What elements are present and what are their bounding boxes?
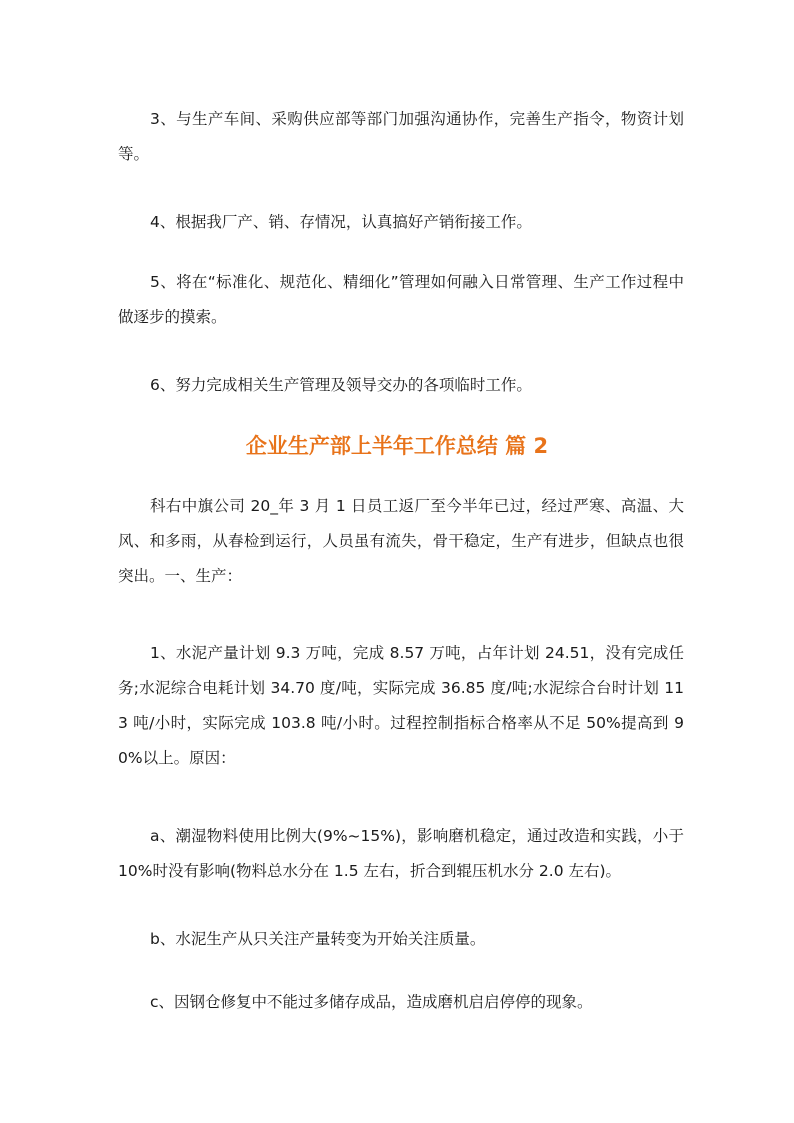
paragraph-reason-a: a、潮湿物料使用比例大(9%~15%)，影响磨机稳定，通过改造和实践，小于 10%时没有影响(物料总水分在 1.5 左右，折合到辊压机水分 2.0 左右)。 [118, 827, 684, 880]
paragraph-production-1: 1、水泥产量计划 9.3 万吨，完成 8.57 万吨，占年计划 24.51，没有完成任务;水泥综合电耗计划 34.70 度/吨，实际完成 36.85 度/吨;水泥综合台时计划 113 吨/小时，实际完成 103.8 吨/小时。过程控制指标合格率从不足 50%提高到 90%以上。原因： [118, 644, 684, 767]
paragraph-item-6: 6、努力完成相关生产管理及领导交办的各项临时工作。 [150, 376, 532, 394]
paragraph-item-5: 5、将在“标准化、规范化、精细化”管理如何融入日常管理、生产工作过程中做逐步的摸索。 [118, 273, 684, 326]
paragraph-intro: 科右中旗公司 20_年 3 月 1 日员工返厂至今半年已过，经过严寒、高温、大风、和多雨，从春检到运行，人员虽有流失，骨干稳定，生产有进步，但缺点也很突出。一、生产： [118, 497, 684, 585]
paragraph-reason-b: b、水泥生产从只关注产量转变为开始关注质量。 [150, 930, 486, 948]
paragraph-reason-c: c、因钢仓修复中不能过多储存成品，造成磨机启启停停的现象。 [150, 993, 593, 1011]
paragraph-item-3: 3、与生产车间、采购供应部等部门加强沟通协作，完善生产指令，物资计划等。 [118, 110, 684, 163]
section-title: 企业生产部上半年工作总结 篇 2 [245, 434, 549, 458]
paragraph-item-4: 4、根据我厂产、销、存情况，认真搞好产销衔接工作。 [150, 213, 532, 231]
